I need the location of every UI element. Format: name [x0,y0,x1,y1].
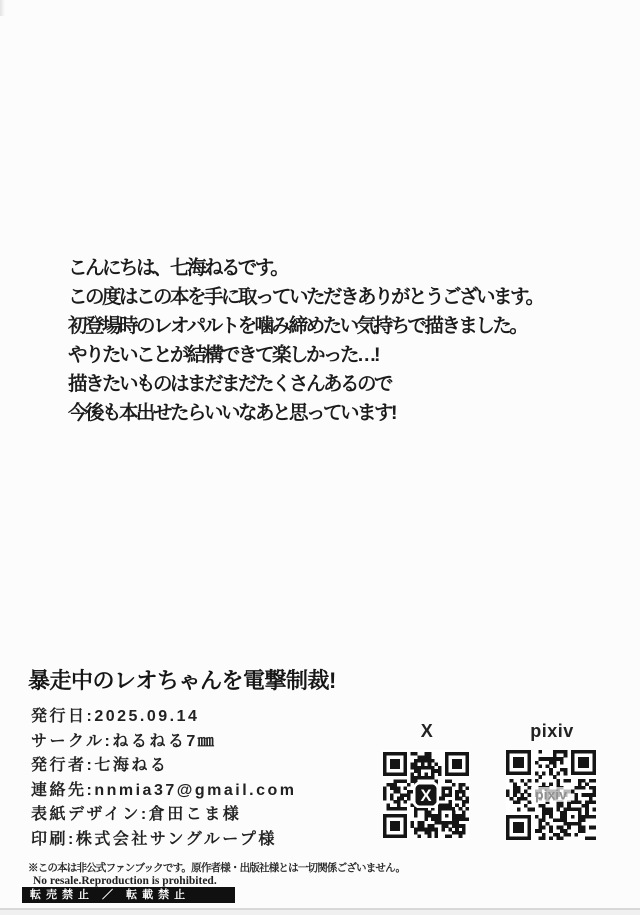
resale-prohibited-bar [22,887,235,903]
colophon-entry-contact-email: 連絡先:nnmia37@gmail.com [31,781,297,799]
svg-text:X: X [420,786,432,805]
afterword-greeting [68,254,608,428]
qr-code-x [383,750,469,840]
colophon-entry-publisher: 発行者:七海ねる [31,757,169,775]
colophon-entry-cover-design: 表紙デザイン:倉田こま様 [31,806,242,824]
greeting-line: 初登場時のレオパルトを噛み締めたい気持ちで描きました。 [68,315,527,337]
unofficial-fanbook-disclaimer: ※この本は非公式ファンブックです。原作者様・出版社様とは一切関係ございません。 [28,862,406,874]
qr-label-x: X [420,721,434,741]
greeting-line: こんにちは、七海ねるです。 [68,257,288,279]
scan-artifact-bottom-strip [0,910,640,915]
colophon-entry-circle: サークル:ねるねる7㎜ [31,732,217,750]
svg-text:pixiv: pixiv [535,786,567,803]
no-resale-notice-english: No resale.Reproduction is prohibited. [33,875,217,887]
colophon-entry-publish-date: 発行日:2025.09.14 [31,708,200,725]
qr-code-pixiv [506,750,596,840]
greeting-line: 今後も本出せたらいいなあと思っています! [68,402,395,424]
colophon-details [31,705,361,853]
colophon-entry-printer: 印刷:株式会社サングループ様 [31,830,277,848]
qr-label-pixiv: pixiv [530,721,574,741]
qr-block-x [383,721,471,840]
greeting-line: この度はこの本を手に取っていただきありがとうございます。 [68,286,543,308]
book-title: 暴走中のレオちゃんを電撃制裁! [28,668,336,693]
qr-block-pixiv [506,721,598,840]
resale-prohibited-text: 転売禁止 ／ 転載禁止 [30,888,191,901]
greeting-line: 描きたいものはまだまだたくさんあるので [68,373,392,395]
scan-artifact-top-left [0,0,5,16]
greeting-line: やりたいことが結構できて楽しかった…! [68,344,378,366]
